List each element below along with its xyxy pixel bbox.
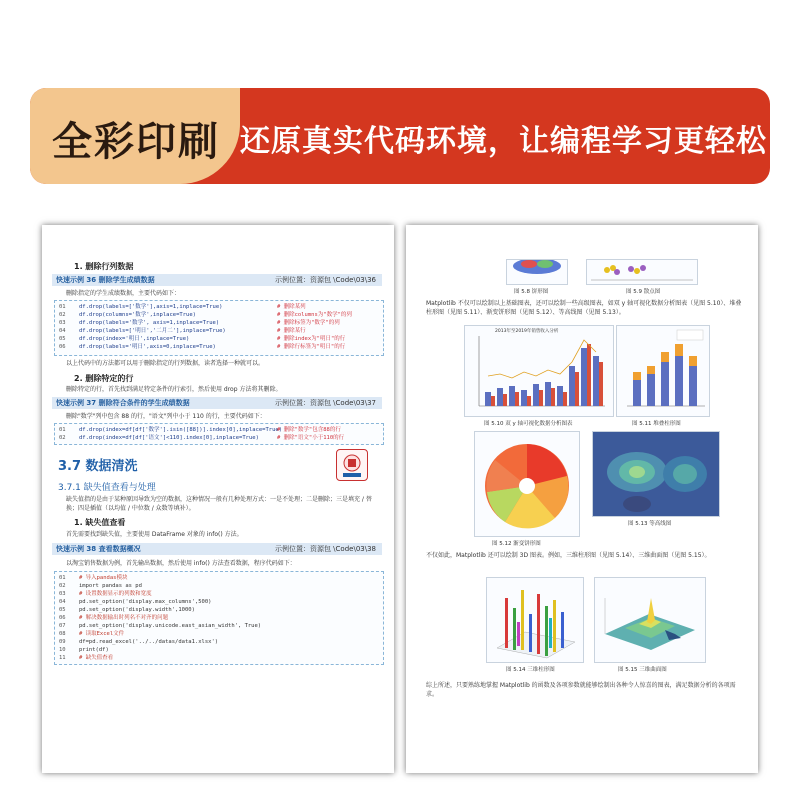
3d-bar-chart-figure (486, 577, 584, 663)
code-comment: # 删除index为"明日"的行 (277, 336, 346, 342)
code-text: df.drop(index=df[df['数学'].isin([88])].index[0],inplace=True) (79, 427, 283, 433)
paragraph: 综上所述，只要熟练地掌握 Matplotlib 的函数及各项参数就能够绘制出各种令人惊喜的图表，满足数据分析的各项需求。 (426, 682, 736, 698)
code-line (55, 319, 383, 327)
code-comment: # 删除标签为"数学"的列 (277, 320, 340, 326)
code-text: df.drop(index='明日',inplace=True) (79, 336, 190, 342)
figure-caption: 图 5.12 渐变饼形图 (492, 541, 541, 547)
code-line (55, 630, 383, 638)
figure-caption: 图 5.8 饼形图 (514, 289, 549, 295)
code-line (55, 614, 383, 622)
figure-caption: 图 5.9 散点图 (626, 289, 661, 295)
contour-chart-figure (592, 431, 720, 517)
code-line (55, 646, 383, 654)
code-text: pd.set_option('display.width',1000) (79, 607, 195, 613)
code-line (55, 606, 383, 614)
example-bar-38 (52, 543, 382, 555)
code-comment: # 删除某列 (277, 304, 306, 310)
code-line (55, 426, 383, 434)
code-text: df.drop(labels=['明日','二月二'],inplace=True) (79, 328, 226, 334)
paragraph: 删除"数学"列中包含 88 的行，"语文"列中小于 110 的行，主要代码如下： (66, 413, 266, 420)
code-text: df.drop(labels='数学', axis=1,inplace=True) (79, 320, 220, 326)
code-line (55, 434, 383, 442)
code-text: df.drop(labels=['数学'],axis=1,inplace=True) (79, 304, 223, 310)
code-text: import pandas as pd (79, 583, 142, 589)
paragraph: 以上代码中的方法都可以用于删除指定的行列数据，读者选择一种就可以。 (66, 360, 265, 367)
figure-caption: 图 5.15 三维曲面图 (618, 667, 667, 673)
code-text: # 读取Excel文件 (79, 631, 125, 637)
line-number: 04 (59, 328, 66, 334)
code-line (55, 598, 383, 606)
paragraph: 不仅如此，Matplotlib 还可以绘制 3D 图表。例如，三维柱形图（见图 5.14）、三维曲面图（见图 5.15）。 (426, 552, 711, 559)
example-path: 示例位置：资源包 \Code\03\36 (274, 276, 376, 284)
line-number: 03 (59, 591, 66, 597)
code-block-38 (54, 571, 384, 665)
figure-title: 2013年至2019年销售收入分析 (495, 329, 559, 334)
code-comment: # 删除某行 (277, 328, 306, 334)
example-bar-37 (52, 397, 382, 409)
line-number: 01 (59, 575, 66, 581)
code-text: df.drop(index=df[df['语文']<110].index[0],inplace=True) (79, 435, 259, 441)
code-comment: # 删除行标签为"明日"的行 (277, 344, 346, 350)
banner-tag: 全彩印刷 (52, 119, 220, 165)
section-title: 1. 缺失值查看 (74, 518, 126, 527)
3d-surface-chart-figure (594, 577, 706, 663)
example-bar-36 (52, 274, 382, 286)
code-line (55, 574, 383, 582)
paragraph: 以淘宝销售数据为例，首先输出数据，然后使用 info() 方法查看数据，程序代码如下： (66, 560, 296, 567)
example-label: 快速示例 38 查看数据概况 (56, 545, 141, 553)
code-line (55, 335, 383, 343)
code-text: # 设置数据显示的列数和宽度 (79, 591, 152, 597)
line-number: 02 (59, 435, 66, 441)
line-number: 06 (59, 615, 66, 621)
line-number: 02 (59, 583, 66, 589)
line-number: 01 (59, 304, 66, 310)
line-number: 10 (59, 647, 66, 653)
paragraph: 首先需要找到缺失值，主要使用 DataFrame 对象的 info() 方法。 (66, 531, 243, 538)
code-text: pd.set_option('display.unicode.east_asian_width', True) (79, 623, 262, 629)
section-title: 1. 删除行列数据 (74, 262, 134, 271)
paragraph: Matplotlib 不仅可以绘制以上基础图表，还可以绘制一些高级图表，如双 y 轴可视化数据分析图表（见图 5.10）、堆叠柱形图（见图 5.11）、渐变饼形图（见图 5.12）、等高线图（见图 5.13）。 (426, 300, 742, 316)
code-block-37 (54, 423, 384, 445)
code-line (55, 582, 383, 590)
paragraph: 删除特定的行，首先找到满足特定条件的行索引，然后使用 drop 方法将其删除。 (66, 386, 282, 393)
code-line (55, 638, 383, 646)
code-line (55, 590, 383, 598)
code-text: # 缺失值查看 (79, 655, 114, 661)
line-number: 09 (59, 639, 66, 645)
line-number: 08 (59, 631, 66, 637)
chapter-heading: 3.7 数据清洗 (58, 459, 138, 474)
figure-caption: 图 5.13 等高线图 (628, 521, 672, 527)
figure-caption: 图 5.11 堆叠柱形图 (632, 421, 681, 427)
line-number: 07 (59, 623, 66, 629)
code-line (55, 654, 383, 662)
left-book-page (42, 225, 394, 773)
line-number: 04 (59, 599, 66, 605)
code-text: df.drop(labels='明日',axis=0,inplace=True) (79, 344, 216, 350)
line-number: 05 (59, 336, 66, 342)
banner-headline: 还原真实代码环境，让编程学习更轻松 (240, 124, 767, 159)
line-number: 01 (59, 427, 66, 433)
code-block-36 (54, 300, 384, 356)
code-text: print(df) (79, 647, 109, 653)
example-path: 示例位置：资源包 \Code\03\38 (274, 545, 376, 553)
code-line (55, 622, 383, 630)
pie-chart-thumbnail (506, 259, 568, 285)
promo-banner (30, 88, 770, 184)
figure-caption: 图 5.14 三维柱形图 (506, 667, 555, 673)
banner-tag-box (30, 88, 240, 184)
gradient-pie-chart-figure (474, 431, 580, 537)
code-line (55, 303, 383, 311)
code-text: # 解决数据输出时列名不对齐的问题 (79, 615, 169, 621)
code-comment: # 删除"语文"小于110的行 (277, 435, 345, 441)
paragraph: 删除指定的学生成绩数据，主要代码如下： (66, 290, 181, 297)
scatter-chart-thumbnail (586, 259, 698, 285)
example-label: 快速示例 37 删除符合条件的学生成绩数据 (56, 399, 190, 407)
figure-caption: 图 5.10 双 y 轴可视化数据分析图表 (484, 421, 573, 427)
qr-badge-icon (336, 449, 368, 481)
code-text: pd.set_option('display.max_columns',500) (79, 599, 212, 605)
paragraph: 缺失值指的是由于某种原因导致为空的数据，这种情况一般有几种处理方式：一是不处理；二是删除；三是填充 / 替换；四是插值（以均值 / 中位数 / 众数等填补）。 (66, 496, 372, 512)
subsection-heading: 3.7.1 缺失值查看与处理 (58, 483, 156, 493)
line-number: 06 (59, 344, 66, 350)
right-book-page (406, 225, 758, 773)
line-number: 05 (59, 607, 66, 613)
line-number: 11 (59, 655, 66, 661)
dual-axis-chart-figure (464, 325, 614, 417)
line-number: 03 (59, 320, 66, 326)
code-text: df.drop(columns='数学',inplace=True) (79, 312, 196, 318)
code-line (55, 343, 383, 351)
code-text: df=pd.read_excel('../../datas/data1.xlsx') (79, 639, 219, 645)
code-line (55, 327, 383, 335)
stacked-bar-chart-figure (616, 325, 710, 417)
example-path: 示例位置：资源包 \Code\03\37 (274, 399, 376, 407)
code-comment: # 删除columns为"数学"的列 (277, 312, 352, 318)
section-title: 2. 删除特定的行 (74, 374, 134, 383)
example-label: 快速示例 36 删除学生成绩数据 (56, 276, 155, 284)
line-number: 02 (59, 312, 66, 318)
code-text: # 导入pandas模块 (79, 575, 128, 581)
code-comment: # 删除"数学"包含88的行 (277, 427, 341, 433)
code-line (55, 311, 383, 319)
